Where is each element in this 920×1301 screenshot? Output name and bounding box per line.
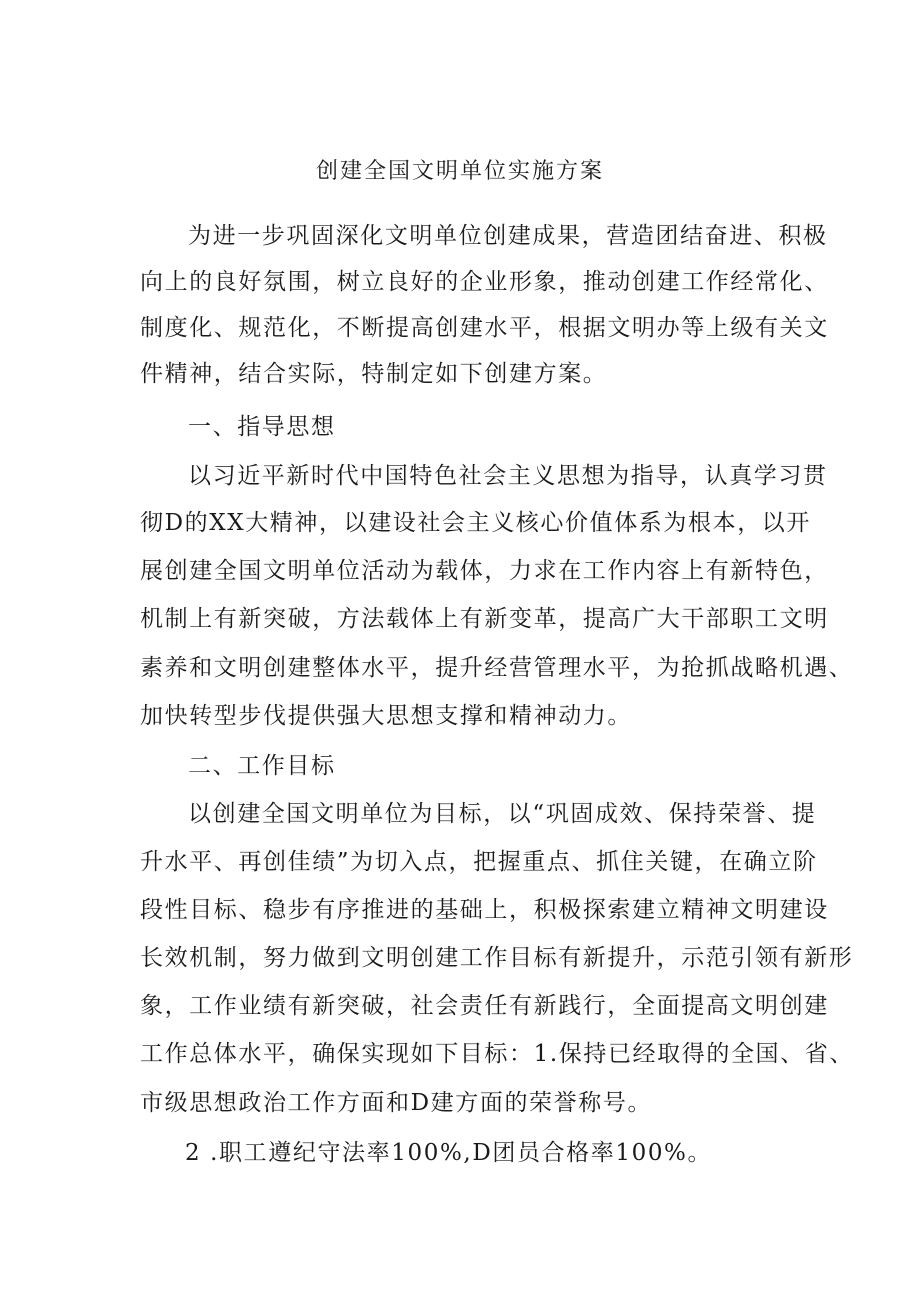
paragraph-line: 件精神，结合实际，特制定如下创建方案。 [140, 361, 608, 387]
paragraph-line: 展创建全国文明单位活动为载体，力求在工作内容上有新特色， [140, 558, 829, 584]
document-title: 创建全国文明单位实施方案 [315, 159, 604, 184]
paragraph-line: 向上的良好氛围，树立良好的企业形象，推动创建工作经常化、 [140, 269, 829, 295]
paragraph-line: 以习近平新时代中国特色社会主义思想为指导，认真学习贯 [188, 463, 828, 489]
paragraph-line: 升水平、再创佳绩”为切入点，把握重点、抓住关键，在确立阶 [140, 849, 818, 875]
paragraph-line: 段性目标、稳步有序推进的基础上，积极探索建立精神文明建设 [140, 897, 829, 923]
paragraph-line: 象，工作业绩有新突破，社会责任有新践行，全面提高文明创建 [140, 993, 829, 1019]
paragraph-line: 制度化、规范化，不断提高创建水平，根据文明办等上级有关文 [140, 315, 829, 341]
paragraph-line: 素养和文明创建整体水平，提升经营管理水平，为抢抓战略机遇、 [140, 655, 854, 681]
paragraph-line: 为进一步巩固深化文明单位创建成果，营造团结奋进、积极 [188, 223, 828, 249]
paragraph-line: 加快转型步伐提供强大思想支撑和精神动力。 [140, 703, 632, 729]
paragraph-line: 彻D的XX大精神，以建设社会主义核心价值体系为根本，以开 [140, 510, 811, 536]
paragraph-line: 机制上有新突破，方法载体上有新变革，提高广大干部职工文明 [140, 606, 829, 632]
paragraph-line: 市级思想政治工作方面和D建方面的荣誉称号。 [140, 1090, 653, 1116]
paragraph-line: 长效机制，努力做到文明创建工作目标有新提升，示范引领有新形 [140, 945, 854, 971]
paragraph-line: 工作总体水平，确保实现如下目标：1.保持已经取得的全国、省、 [140, 1041, 854, 1067]
section-heading: 二、工作目标 [188, 753, 336, 779]
list-item: 2 .职工遵纪守法率100%,D团员合格率100%。 [185, 1140, 713, 1166]
section-heading: 一、指导思想 [188, 414, 336, 440]
paragraph-line: 以创建全国文明单位为目标，以“巩固成效、保持荣誉、提 [188, 801, 817, 827]
